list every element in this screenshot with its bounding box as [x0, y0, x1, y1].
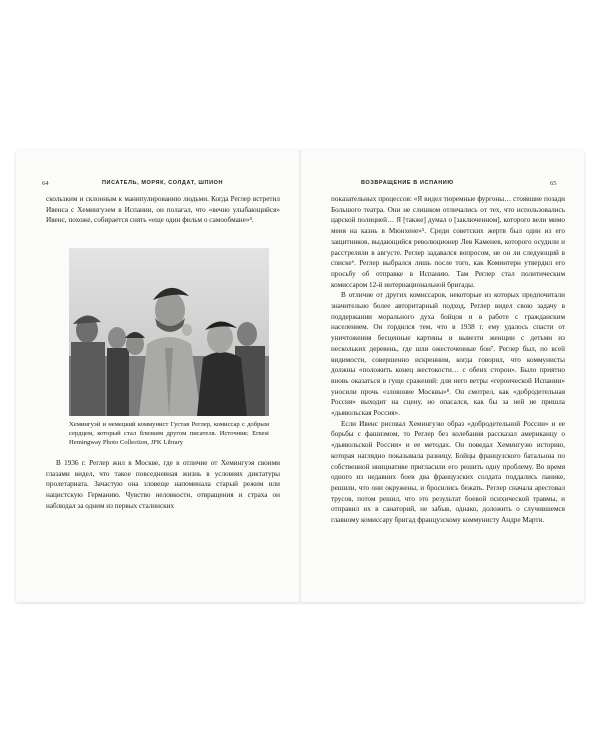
left-bottom-paragraph: В 1936 г. Реглер жил в Москве, где в отличие от Хемингуэя своими глазами видел, что такое повседневная жизнь в условиях диктатуры пролетариата. Зачастую она зловеще напоминала старый режим или нацистскую Германию. Чувство неловкости, отвращения и страха он наблюдал за одним из первых сталинских: [46, 459, 280, 510]
photo-hemingway-regler: [69, 248, 269, 416]
left-bottom-text: [46, 458, 280, 512]
right-page-number: 65: [550, 180, 557, 187]
right-running-head: ВОЗВРАЩЕНИЕ В ИСПАНИЮ: [361, 180, 454, 186]
right-paragraph-3: Если Ивенс рисовал Хемингуэю образ «добродетельной России» и ее борьбы с фашизмом, то Реглер без колебания рассказал американцу о «дьявольской России» и ее методах. Он поведал Хемингуэю историю, которая наглядно показывала разницу. Бойцы французского батальона по собственной инициативе пригласили его решить одну проблему. Во время одного из недавних боев два французских солдата поддались панике, решили, что они окружены, и бросились бежать. Реглер сначала арестовал трусов, потом решил, что это результат боевой психической травмы, и отправил их в санаторий, не забыв, однако, доложить о случившемся главному комиссару бригад французскому коммунисту Андре Марти.: [331, 419, 565, 525]
left-page-number: 64: [42, 180, 49, 187]
left-top-paragraph: скользким и склонным к манипулированию людьми. Когда Реглер встретил Ивенса с Хемингуэем в Испании, он полагал, что «вечно улыбающийся» Ивенс, похоже, собирается снять «еще один фильм о самообмане»⁴.: [46, 195, 280, 225]
left-running-head: ПИСАТЕЛЬ, МОРЯК, СОЛДАТ, ШПИОН: [102, 180, 224, 186]
right-paragraph-1: показательных процессов: «Я видел тюремные фургоны… стоявшие позади Большого театра. Они не слишком отличались от тех, что использовались царской полицией… Я [также] думал о [заключенном], которого вели мимо меня на казнь в Мюнхене»⁵. Среди советских жертв был один из его защитников, выдающийся революционер Лев Каменев, которого осудили и расстреляли в августе. Реглер задавался вопросом, не он ли следующий в списке⁶. Реглер выбрался лишь после того, как Коминтерн утвердил его просьбу об отправке в Испанию. Там Реглер стал политическим комиссаром 12-й интернациональной бригады.: [331, 195, 565, 289]
left-page: [16, 150, 299, 602]
photo-caption: Хемингуэй и немецкий коммунист Густав Реглер, комиссар с добрым сердцем, который стал близким другом писателя. Источник: Ernest Hemingway Photo Collection, JFK Library: [69, 421, 269, 446]
left-top-text: [46, 194, 280, 226]
right-text: [331, 194, 565, 526]
book-spread: [16, 150, 584, 602]
right-paragraph-2: В отличие от других комиссаров, некоторые из которых предпочитали значительно более авторитарный подход, Реглер видел свою задачу в поддержании морального духа бойцов и в работе с гражданским населением. Он гордился тем, что в 1938 г. ему удалось спасти от уничтожения бесценные картины и вывезти женщин с детьми из нескольких деревень, где шли ожесточенные бои⁷. Реглер был, по всей видимости, совершенно искренним, когда говорил, что коммунисты должны «положить конец жестокости… с обеих сторон». Было приятно вновь оказаться в гуще сражений: для него ветры «героической Испании» уносили прочь «зловоние Москвы»⁸. Он смотрел, как «добродетельная Россия» выходит на сцену, но опасался, как бы за ней не пришла «дьявольская Россия».: [331, 291, 565, 418]
right-page: [301, 150, 584, 602]
